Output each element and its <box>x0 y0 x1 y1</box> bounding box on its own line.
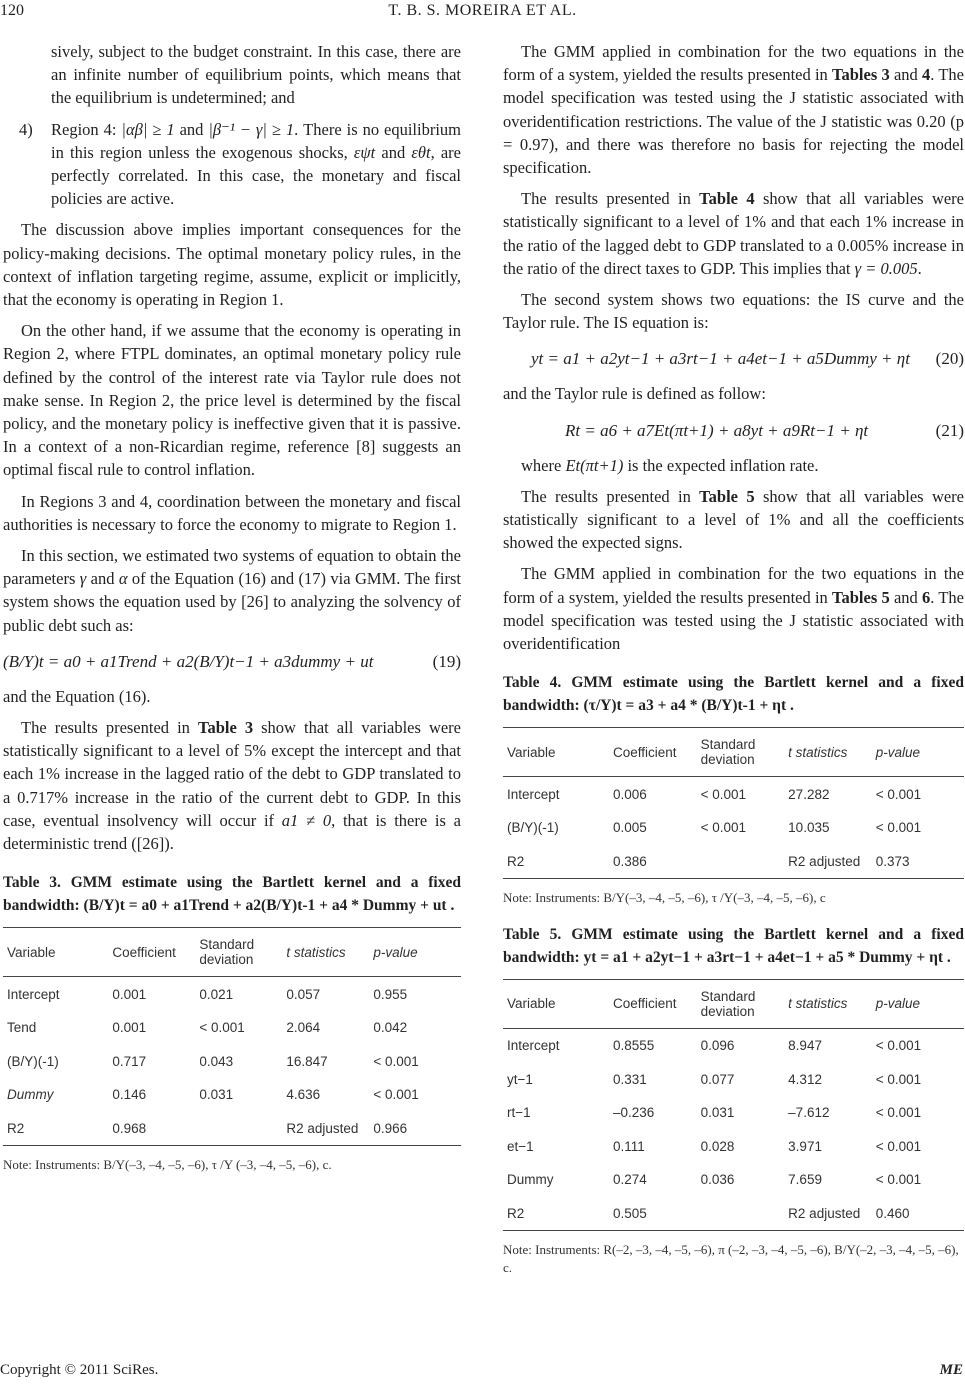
right-column <box>503 40 964 1277</box>
paragraph <box>503 562 964 655</box>
item-text: and <box>174 119 209 139</box>
table-cell: R2 adjusted <box>282 1111 369 1145</box>
table-cell: 0.373 <box>872 844 964 878</box>
paragraph: and the Equation (16). <box>3 686 151 706</box>
table-5-note: Note: Instruments: R(–2, –3, –4, –5, –6), π (–2, –3, –4, –5, –6), B/Y(–2, –3, –4, –5, –6), c. <box>503 1241 959 1275</box>
text: is the expected inflation rate. <box>623 455 819 475</box>
table-cell: 0.077 <box>700 1071 735 1087</box>
text: where <box>521 455 566 475</box>
table-cell: 0.036 <box>700 1172 735 1188</box>
table-cell: 27.282 <box>788 786 830 802</box>
column-header: Variable <box>503 728 609 777</box>
table-cell: 0.966 <box>369 1111 461 1145</box>
table-cell: < 0.001 <box>875 1172 922 1188</box>
table-row <box>503 811 964 845</box>
paragraph: The second system shows two equations: the IS curve and the Taylor rule. The IS equation is: <box>503 290 964 333</box>
region-4-item <box>3 118 461 211</box>
table-cell: 8.947 <box>788 1038 822 1054</box>
item-text: and <box>375 142 412 162</box>
table-ref: 4 <box>922 65 931 85</box>
table-row <box>503 777 964 811</box>
page-header <box>0 0 965 24</box>
table-cell: < 0.001 <box>875 1071 922 1087</box>
table-cell: < 0.001 <box>875 820 922 836</box>
text: . <box>917 258 922 278</box>
table-4-note: Note: Instruments: B/Y(–3, –4, –5, –6), τ /Y(–3, –4, –5, –6), c <box>503 889 826 905</box>
equation-21 <box>503 414 964 448</box>
table-cell: < 0.001 <box>373 1087 419 1103</box>
table-cell: < 0.001 <box>875 1038 922 1054</box>
journal-abbrev: ME <box>939 1362 963 1378</box>
text: , that is there is a deterministic trend ([26]). <box>3 810 462 854</box>
table-cell: 0.001 <box>112 1020 147 1036</box>
table-cell: < 0.001 <box>199 1020 245 1036</box>
table-cell: Intercept <box>7 986 60 1002</box>
equation-body: (B/Y)t = a0 + a1Trend + a2(B/Y)t−1 + a3dummy + ut <box>3 651 374 671</box>
table-cell: 0.274 <box>613 1172 647 1188</box>
table-ref: Table 4 <box>699 189 755 209</box>
column-header: Coefficient <box>108 928 195 977</box>
table-row <box>3 977 461 1011</box>
table-cell: Intercept <box>507 786 560 802</box>
table-cell: < 0.001 <box>875 786 922 802</box>
table-cell: R2 <box>3 1111 108 1145</box>
table-cell <box>697 1196 785 1230</box>
table-cell: 4.312 <box>788 1071 822 1087</box>
text: . The model specification was tested using the J statistic associated with overidentification restrictions. The value of the J statistic was 0.20 (p = 0.97), and there was therefore no basis for rejecting the model specification. <box>503 65 964 178</box>
column-header: t statistics <box>282 928 369 977</box>
paragraph: The discussion above implies important consequences for the policy-making decisions. The optimal monetary policy rules, in the context of inflation targeting regime, assume, explicit or implicitly, that the economy is operating in Region 1. <box>3 220 461 310</box>
table-cell: 16.847 <box>286 1053 328 1069</box>
table-4 <box>503 727 964 879</box>
table-cell: 0.031 <box>700 1105 735 1121</box>
text: show that all variables were statistically significant to a level of 5% except the intercept and that each 1% increase in the lagged ratio of the debt to GDP translated to a 0.717% increase in the ratio of the current debt to GDP. In this case, eventual insolvency will occur if <box>3 718 461 830</box>
table-ref: Tables 5 <box>832 587 890 607</box>
table-cell: 0.006 <box>613 786 647 802</box>
alpha-symbol: α <box>118 569 128 589</box>
table-cell: R2 <box>503 844 609 878</box>
equation-number: (21) <box>935 420 964 440</box>
table-cell: 0.043 <box>199 1053 234 1069</box>
equation-number: (19) <box>432 651 461 671</box>
table-cell: rt−1 <box>507 1105 531 1121</box>
table-4-caption: Table 4. GMM estimate using the Bartlett kernel and a fixed bandwidth: (τ/Y)t = a3 + a4 * (B/Y)t-1 + ηt . <box>503 674 964 715</box>
equation-body: Rt = a6 + a7Et(πt+1) + a8yt + a9Rt−1 + ηt <box>565 420 869 440</box>
table-cell: 0.955 <box>373 986 408 1002</box>
table-row <box>3 1044 461 1078</box>
table-5-caption: Table 5. GMM estimate using the Bartlett kernel and a fixed bandwidth: yt = a1 + a2yt−1 + a3rt−1 + a4et−1 + a5 * Dummy + ηt . <box>503 925 964 966</box>
table-cell: yt−1 <box>507 1071 533 1087</box>
table-cell <box>195 1111 282 1145</box>
table-cell: < 0.001 <box>875 1138 922 1154</box>
text: of the Equation (16) and (17) via GMM. The first system shows the equation used by [26] to analyzing the solvency of public debt such as: <box>3 569 462 635</box>
table-cell: 0.042 <box>373 1020 408 1036</box>
table-cell: et−1 <box>507 1138 534 1154</box>
shock-theta: εθt <box>411 142 431 162</box>
table-cell: Dummy <box>7 1087 54 1103</box>
text: The results presented in <box>521 189 700 209</box>
table-cell: 0.146 <box>112 1087 147 1103</box>
text: The GMM applied in combination for the two equations in the form of a system, yielded the results presented in <box>503 564 964 607</box>
paragraph: In Regions 3 and 4, coordination between the monetary and fiscal authorities is necessary to force the economy to migrate to Region 1. <box>3 491 461 534</box>
table-cell: 0.505 <box>609 1196 697 1230</box>
table-cell: 0.021 <box>199 986 234 1002</box>
table-cell: 0.386 <box>609 844 697 878</box>
page-number: 120 <box>0 2 24 19</box>
item-number: 4) <box>19 119 33 139</box>
paragraph <box>503 187 964 280</box>
shock-psi: εψt <box>353 142 376 162</box>
table-cell: 4.636 <box>286 1087 321 1103</box>
text: The results presented in <box>21 718 198 738</box>
expectation-term: Et(πt+1) <box>565 455 624 475</box>
paragraph: On the other hand, if we assume that the economy is operating in Region 2, where FTPL dominates, an optimal monetary policy rule defined by the control of the interest rate via Taylor rule does not make sense. In Region 2, the price level is determined by the fiscal policy, and the monetary policy is ineffective given that it is passive. In a context of a non-Ricardian regime, reference [8] suggests an optimal fiscal rule to control inflation. <box>3 321 461 480</box>
table-header-row <box>503 728 964 777</box>
column-header: Standard deviation <box>697 979 785 1028</box>
table-cell: 0.005 <box>613 820 647 836</box>
column-header: t statistics <box>784 979 872 1028</box>
condition-2: |β⁻¹ − γ| ≥ 1 <box>208 119 295 139</box>
table-3 <box>3 927 461 1146</box>
table-ref: Table 5 <box>699 486 755 506</box>
table-row <box>3 1111 461 1145</box>
text: and <box>86 569 119 589</box>
table-cell: 0.460 <box>872 1196 964 1230</box>
table-cell: < 0.001 <box>700 786 747 802</box>
text: and <box>889 587 923 607</box>
equation-body: yt = a1 + a2yt−1 + a3rt−1 + a4et−1 + a5Dummy + ηt <box>531 349 910 369</box>
table-ref: 6 <box>922 587 931 607</box>
table-cell: 0.057 <box>286 986 321 1002</box>
table-cell: 0.031 <box>199 1087 234 1103</box>
column-header: t statistics <box>784 728 872 777</box>
text: show that all variables were statistically significant to a level of 1% and all the coefficients showed the expected signs. <box>503 486 964 553</box>
paragraph <box>503 485 964 555</box>
region-3-continuation: sively, subject to the budget constraint. In this case, there are an infinite number of equilibrium points, which means that the equilibrium is undetermined; and <box>51 42 461 108</box>
text: show that all variables were statistically significant to a level of 1% and that each 1% increase in the ratio of the lagged debt to GDP translated to a 0.005% increase in the ratio of the direct taxes to GDP. This implies that <box>503 189 964 278</box>
table-row <box>503 844 964 878</box>
column-header: Coefficient <box>609 979 697 1028</box>
table-row <box>503 1163 964 1197</box>
table-3-note: Note: Instruments: B/Y(–3, –4, –5, –6), τ /Y (–3, –4, –5, –6), c. <box>3 1156 332 1172</box>
table-cell: 7.659 <box>788 1172 822 1188</box>
equation-number: (20) <box>935 349 964 369</box>
table-cell: –7.612 <box>788 1105 830 1121</box>
table-cell: –0.236 <box>613 1105 655 1121</box>
text: . The model specification was tested using the J statistic associated with overidentification <box>503 587 964 654</box>
condition-1: |αβ| ≥ 1 <box>121 119 175 139</box>
table-cell: 0.096 <box>700 1038 735 1054</box>
item-text: Region 4: <box>51 119 122 139</box>
table-header-row <box>3 928 461 977</box>
column-header: p-value <box>369 928 461 977</box>
gamma-value: γ = 0.005 <box>854 258 918 278</box>
table-cell: (B/Y)(-1) <box>7 1053 59 1069</box>
text: and <box>889 65 923 85</box>
table-cell: Dummy <box>507 1172 554 1188</box>
table-cell: Intercept <box>507 1038 560 1054</box>
table-cell: < 0.001 <box>373 1053 419 1069</box>
left-column <box>3 40 461 1174</box>
paragraph <box>3 716 461 855</box>
table-cell: < 0.001 <box>700 820 747 836</box>
table-cell: 2.064 <box>286 1020 321 1036</box>
gamma-symbol: γ <box>79 569 87 589</box>
table-cell: (B/Y)(-1) <box>507 820 559 836</box>
table-cell: 0.001 <box>112 986 147 1002</box>
text: The GMM applied in combination for the two equations in the form of a system, yielded the results presented in <box>503 42 964 85</box>
column-header: Standard deviation <box>697 728 785 777</box>
column-header: p-value <box>872 728 964 777</box>
table-row <box>3 1078 461 1112</box>
table-cell: 0.111 <box>613 1138 645 1154</box>
table-cell: 0.028 <box>700 1138 735 1154</box>
column-header: p-value <box>872 979 964 1028</box>
table-row <box>503 1196 964 1230</box>
table-row <box>503 1096 964 1130</box>
paragraph <box>503 454 964 477</box>
table-ref: Table 3 <box>197 718 254 738</box>
column-header: Standard deviation <box>195 928 282 977</box>
column-header: Variable <box>3 928 108 977</box>
condition: a1 ≠ 0 <box>281 810 332 830</box>
column-header: Variable <box>503 979 609 1028</box>
paragraph <box>503 40 964 179</box>
table-cell: 0.968 <box>108 1111 195 1145</box>
table-cell: 3.971 <box>788 1138 822 1154</box>
table-cell: R2 adjusted <box>784 1196 872 1230</box>
table-row <box>3 1011 461 1045</box>
table-3-caption: Table 3. GMM estimate using the Bartlett kernel and a fixed bandwidth: (B/Y)t = a0 + a1Trend + a2(B/Y)t-1 + a4 * Dummy + ut . <box>3 874 461 915</box>
paragraph: and the Taylor rule is defined as follow: <box>503 384 766 404</box>
running-title: T. B. S. MOREIRA ET AL. <box>388 2 577 19</box>
table-cell: 0.717 <box>112 1053 147 1069</box>
copyright: Copyright © 2011 SciRes. <box>0 1362 159 1378</box>
table-row <box>503 1062 964 1096</box>
table-row <box>503 1028 964 1062</box>
table-cell <box>697 844 785 878</box>
table-cell: 0.8555 <box>613 1038 655 1054</box>
column-header: Coefficient <box>609 728 697 777</box>
table-header-row <box>503 979 964 1028</box>
table-cell: R2 adjusted <box>784 844 872 878</box>
table-cell: 0.331 <box>613 1071 647 1087</box>
equation-20 <box>503 342 964 376</box>
table-row <box>503 1129 964 1163</box>
equation-19 <box>3 645 461 679</box>
text: The results presented in <box>521 486 700 506</box>
table-cell: R2 <box>503 1196 609 1230</box>
table-cell: < 0.001 <box>875 1105 922 1121</box>
item-text: . There is no equilibrium in this region unless the exogenous shocks, <box>51 119 462 162</box>
table-5 <box>503 979 964 1231</box>
paragraph <box>3 544 461 637</box>
table-ref: Tables 3 <box>832 65 890 85</box>
text: In this section, we estimated two systems of equation to obtain the parameters <box>3 546 461 589</box>
table-cell: Tend <box>7 1020 37 1036</box>
table-cell: 10.035 <box>788 820 830 836</box>
item-text: , are perfectly correlated. In this case, the monetary and fiscal policies are active. <box>51 142 461 209</box>
